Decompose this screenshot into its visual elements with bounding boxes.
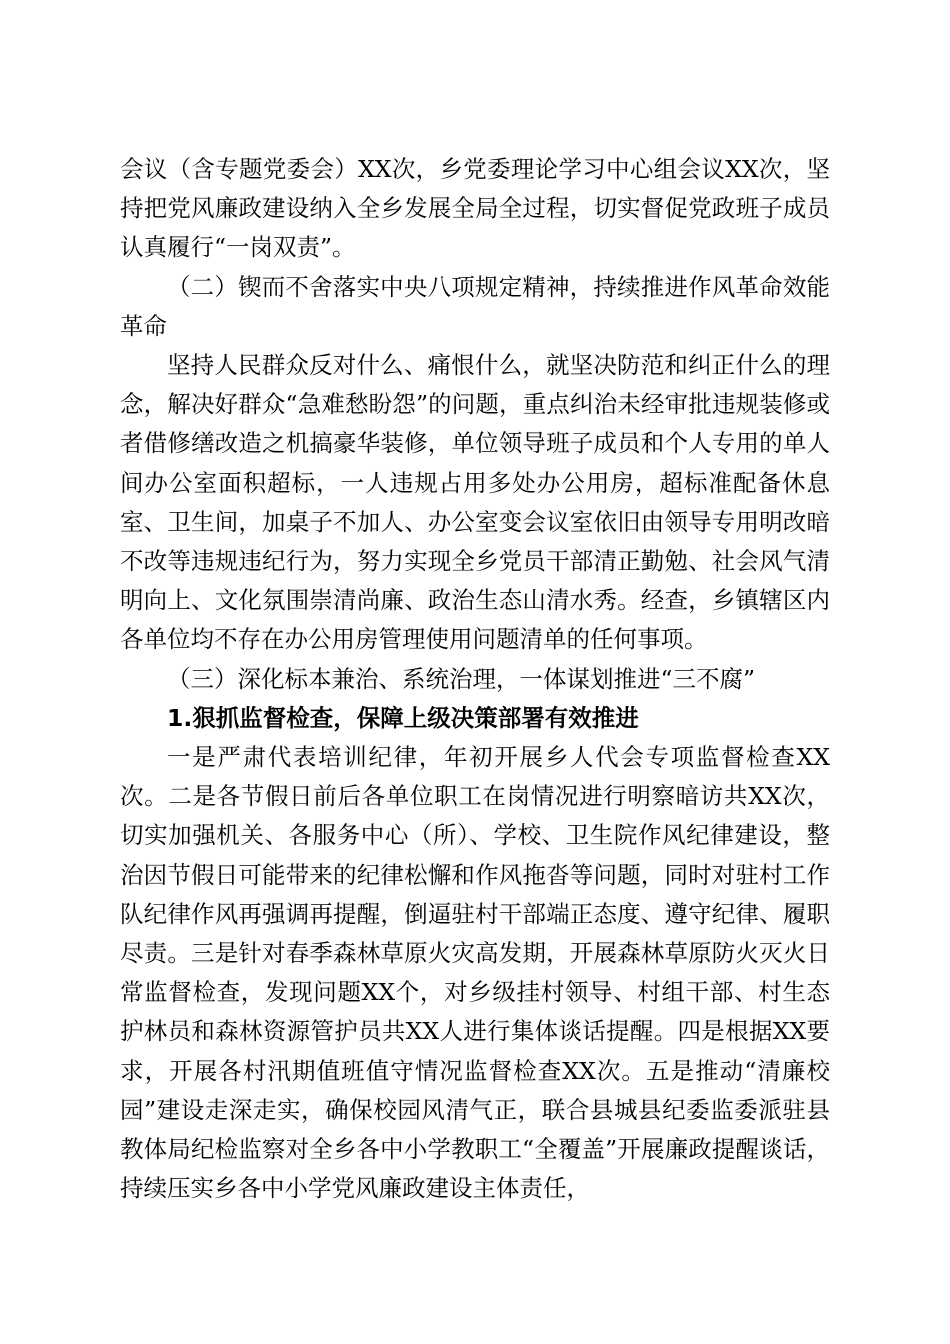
- paragraph-body: 坚持人民群众反对什么、痛恨什么，就坚决防范和纠正什么的理念，解决好群众“急难愁盼怨”的问题，重点纠治未经审批违规装修或者借修缮改造之机搞豪华装修，单位领导班子成员和个人专用的单人间办公室面积超标，一人违规占用多处办公用房，超标准配备休息室、卫生间，加桌子不加人、办公室变会议室依旧由领导专用明改暗不改等违规违纪行为，努力实现全乡党员干部清正勤勉、社会风气清明向上、文化氛围崇清尚廉、政治生态山清水秀。经查，乡镇辖区内各单位均不存在办公用房管理使用问题清单的任何事项。: [120, 351, 830, 654]
- paragraph-continuation: 会议（含专题党委会）XX次，乡党委理论学习中心组会议XX次，坚持把党风廉政建设纳入全乡发展全局全过程，切实督促党政班子成员认真履行“一岗双责”。: [120, 155, 830, 262]
- document-page: [120, 150, 830, 1208]
- section-heading-3: （三）深化标本兼治、系统治理，一体谋划推进“三不腐”: [167, 664, 756, 693]
- section-heading-2: （二）锲而不舍落实中央八项规定精神，持续推进作风革命效能革命: [120, 272, 830, 340]
- subsection-heading-1: 1.狠抓监督检查，保障上级决策部署有效推进: [167, 703, 639, 732]
- paragraph-body: 一是严肃代表培训纪律，年初开展乡人代会专项监督检查XX次。二是各节假日前后各单位职工在岗情况进行明察暗访共XX次，切实加强机关、各服务中心（所）、学校、卫生院作风纪律建设，整治因节假日可能带来的纪律松懈和作风拖沓等问题，同时对驻村工作队纪律作风再强调再提醒，倒逼驻村干部端正态度、遵守纪律、履职尽责。三是针对春季森林草原火灾高发期，开展森林草原防火灭火日常监督检查，发现问题XX个，对乡级挂村领导、村组干部、村生态护林员和森林资源管护员共XX人进行集体谈话提醒。四是根据XX要求，开展各村汛期值班值守情况监督检查XX次。五是推动“清廉校园”建设走深走实，确保校园风清气正，联合县城县纪委监委派驻县教体局纪检监察对全乡各中小学教职工“全覆盖”开展廉政提醒谈话，持续压实乡各中小学党风廉政建设主体责任，: [120, 743, 830, 1203]
